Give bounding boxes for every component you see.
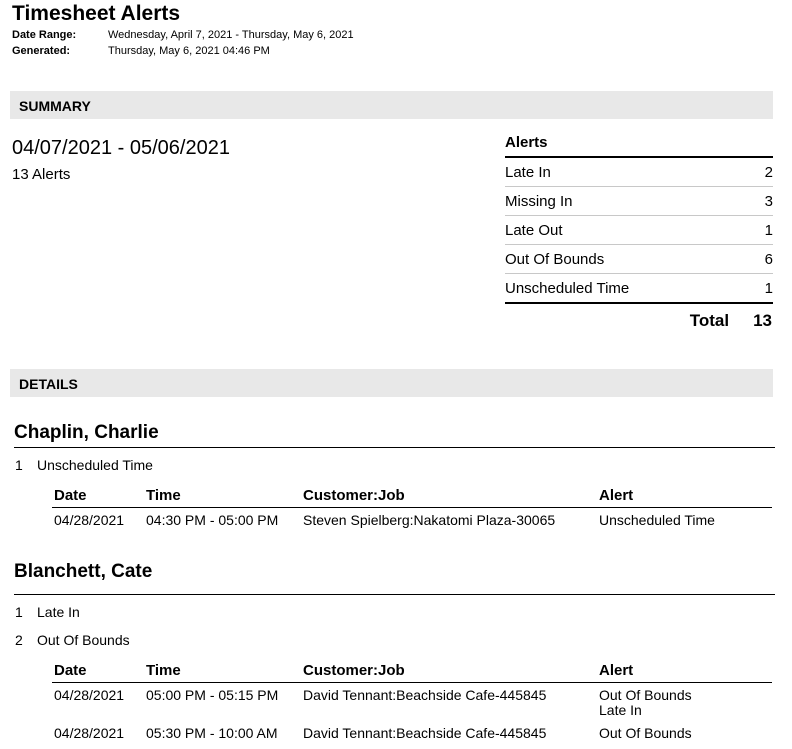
summary-count-number: 2 xyxy=(15,632,23,648)
alert-label: Late In xyxy=(505,163,551,181)
row-time: 05:30 PM - 10:00 AM xyxy=(146,725,278,741)
summary-alert-label: Unscheduled Time xyxy=(37,457,153,473)
employee-alert-summary xyxy=(15,457,153,473)
alerts-total xyxy=(690,311,772,331)
alert-label: Missing In xyxy=(505,192,573,210)
row-time: 04:30 PM - 05:00 PM xyxy=(146,512,279,528)
employee-alert-summary xyxy=(15,604,80,620)
details-table-header xyxy=(52,487,772,508)
row-time: 05:00 PM - 05:15 PM xyxy=(146,687,279,703)
details-table-header xyxy=(52,662,772,683)
alerts-row xyxy=(505,158,773,187)
col-alert: Alert xyxy=(599,662,634,679)
alerts-row xyxy=(505,274,773,304)
alert-label: Unscheduled Time xyxy=(505,279,630,297)
alert-value: 1 xyxy=(764,279,773,297)
summary-range: 04/07/2021 - 05/06/2021 xyxy=(12,137,230,159)
row-date: 04/28/2021 xyxy=(54,725,125,741)
col-customer-job: Customer:Job xyxy=(303,662,405,679)
alert-value: 1 xyxy=(764,221,773,239)
alert-value: 6 xyxy=(764,250,773,268)
date-range-label: Date Range: xyxy=(12,29,77,41)
row-date: 04/28/2021 xyxy=(54,512,125,528)
col-customer-job: Customer:Job xyxy=(303,487,405,504)
summary-section-bar xyxy=(10,91,773,119)
details-heading: DETAILS xyxy=(19,376,78,392)
employee-alert-summary xyxy=(15,632,130,648)
row-job: David Tennant:Beachside Cafe-445845 xyxy=(303,687,547,703)
row-job: David Tennant:Beachside Cafe-445845 xyxy=(303,725,547,741)
generated-value: Thursday, May 6, 2021 04:46 PM xyxy=(108,45,270,57)
row-date: 04/28/2021 xyxy=(54,687,125,703)
row-alert-secondary: Late In xyxy=(599,702,642,718)
alert-value: 2 xyxy=(764,163,773,181)
report-title: Timesheet Alerts xyxy=(12,2,181,25)
summary-alert-label: Late In xyxy=(37,604,80,620)
summary-count-number: 1 xyxy=(15,457,23,473)
row-alert: Out Of Bounds xyxy=(599,725,692,741)
col-alert: Alert xyxy=(599,487,634,504)
alerts-heading: Alerts xyxy=(505,134,773,158)
alerts-row xyxy=(505,187,773,216)
details-section-bar xyxy=(10,369,773,397)
total-value: 13 xyxy=(753,311,772,330)
alert-label: Late Out xyxy=(505,221,563,239)
summary-heading: SUMMARY xyxy=(19,98,91,114)
employee-name: Blanchett, Cate xyxy=(14,561,153,582)
alerts-row xyxy=(505,245,773,274)
row-alert: Unscheduled Time xyxy=(599,512,715,528)
employee-divider xyxy=(14,594,775,595)
summary-count: 13 Alerts xyxy=(12,166,71,183)
alert-label: Out Of Bounds xyxy=(505,250,605,268)
total-label: Total xyxy=(689,311,730,330)
alert-value: 3 xyxy=(764,192,773,210)
date-range-value: Wednesday, April 7, 2021 - Thursday, May 6, 2021 xyxy=(108,29,354,41)
employee-name: Chaplin, Charlie xyxy=(14,422,159,443)
employee-divider xyxy=(14,447,775,448)
summary-alert-label: Out Of Bounds xyxy=(37,632,130,648)
col-date: Date xyxy=(54,662,87,679)
col-time: Time xyxy=(146,662,181,679)
row-alert: Out Of Bounds xyxy=(599,687,692,703)
alerts-summary-table xyxy=(505,134,773,304)
generated-label: Generated: xyxy=(12,45,71,57)
row-job: Steven Spielberg:Nakatomi Plaza-30065 xyxy=(303,512,556,528)
col-time: Time xyxy=(146,487,181,504)
col-date: Date xyxy=(54,487,87,504)
alerts-row xyxy=(505,216,773,245)
summary-count-number: 1 xyxy=(15,604,23,620)
